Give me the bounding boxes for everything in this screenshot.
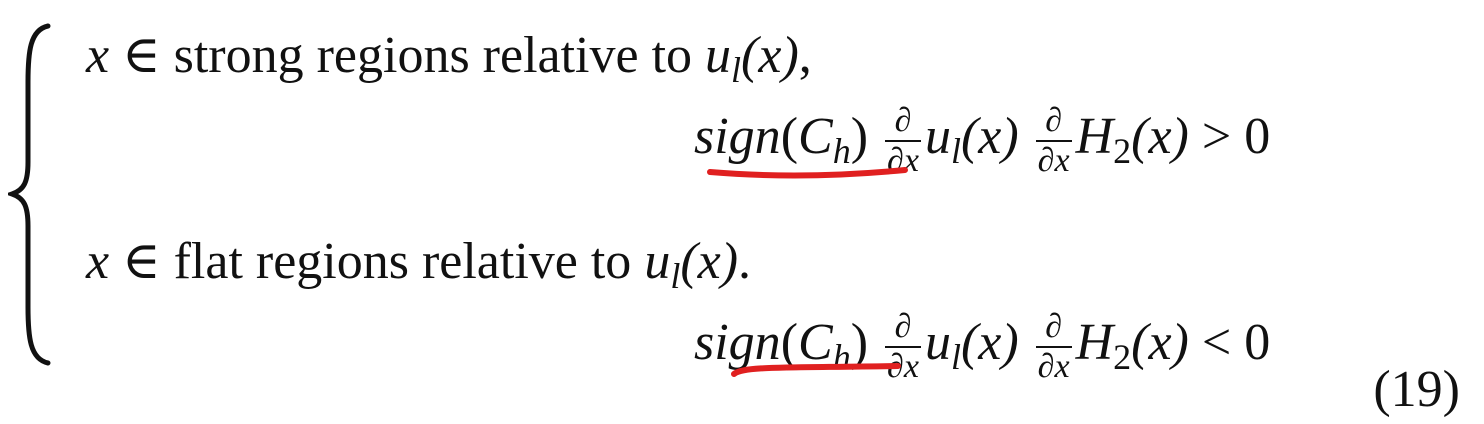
subscript-2: 2 [1113,337,1132,377]
greater-than: > [1201,108,1232,165]
frac-numerator: ∂ [894,102,912,139]
left-brace [8,22,54,367]
coefficient-c: C [798,314,833,371]
condition-text: flat regions relative to [160,233,645,290]
subscript-l: l [950,131,961,171]
subscript-h: h [832,337,851,377]
less-than: < [1201,314,1232,371]
punctuation: . [738,233,752,290]
subscript-l: l [670,256,681,296]
subscript-2: 2 [1113,131,1132,171]
case2-condition [86,233,752,296]
frac-numerator: ∂ [1045,102,1063,139]
subscript-l: l [950,337,961,377]
sign-ch-term [694,108,869,171]
function-h: H [1075,108,1114,165]
argument-x: (x) [1131,314,1189,371]
rhs-zero: 0 [1244,108,1271,165]
argument-x: (x) [680,233,739,290]
subscript-l: l [731,50,742,90]
red-underline-2 [724,358,914,382]
frac-denominator: ∂x [1037,142,1070,179]
frac-denominator: ∂x [887,142,919,179]
frac-denominator: ∂x [887,348,919,385]
subscript-h: h [832,131,851,171]
coefficient-c: C [798,108,833,165]
partial-derivative [1036,310,1072,384]
function-u: u [924,314,951,371]
argument-x: (x) [960,108,1019,165]
element-of-symbol: ∈ [122,233,161,290]
case1-condition [86,27,812,90]
frac-numerator: ∂ [894,308,912,345]
frac-denominator: ∂x [1037,348,1070,385]
function-u: u [644,233,671,290]
equation-number: (19) [1373,361,1460,418]
element-of-symbol: ∈ [122,27,161,84]
condition-text: strong regions relative to [160,27,706,84]
red-underline-1 [700,160,920,184]
paren-close: ) [850,108,869,165]
function-u: u [705,27,732,84]
argument-x: (x) [1131,108,1189,165]
rhs-zero: 0 [1244,314,1271,371]
variable-x: x [86,233,110,290]
sign-function: sign [694,108,781,165]
function-u: u [924,108,951,165]
punctuation: , [798,27,812,84]
paren-open: ( [780,108,799,165]
argument-x: (x) [960,314,1019,371]
function-h: H [1075,314,1114,371]
partial-derivative [1036,104,1072,178]
paren-open: ( [780,314,799,371]
variable-x: x [86,27,110,84]
paren-close: ) [850,314,869,371]
argument-x: (x) [741,27,799,84]
sign-function: sign [694,314,781,371]
frac-numerator: ∂ [1045,308,1063,345]
